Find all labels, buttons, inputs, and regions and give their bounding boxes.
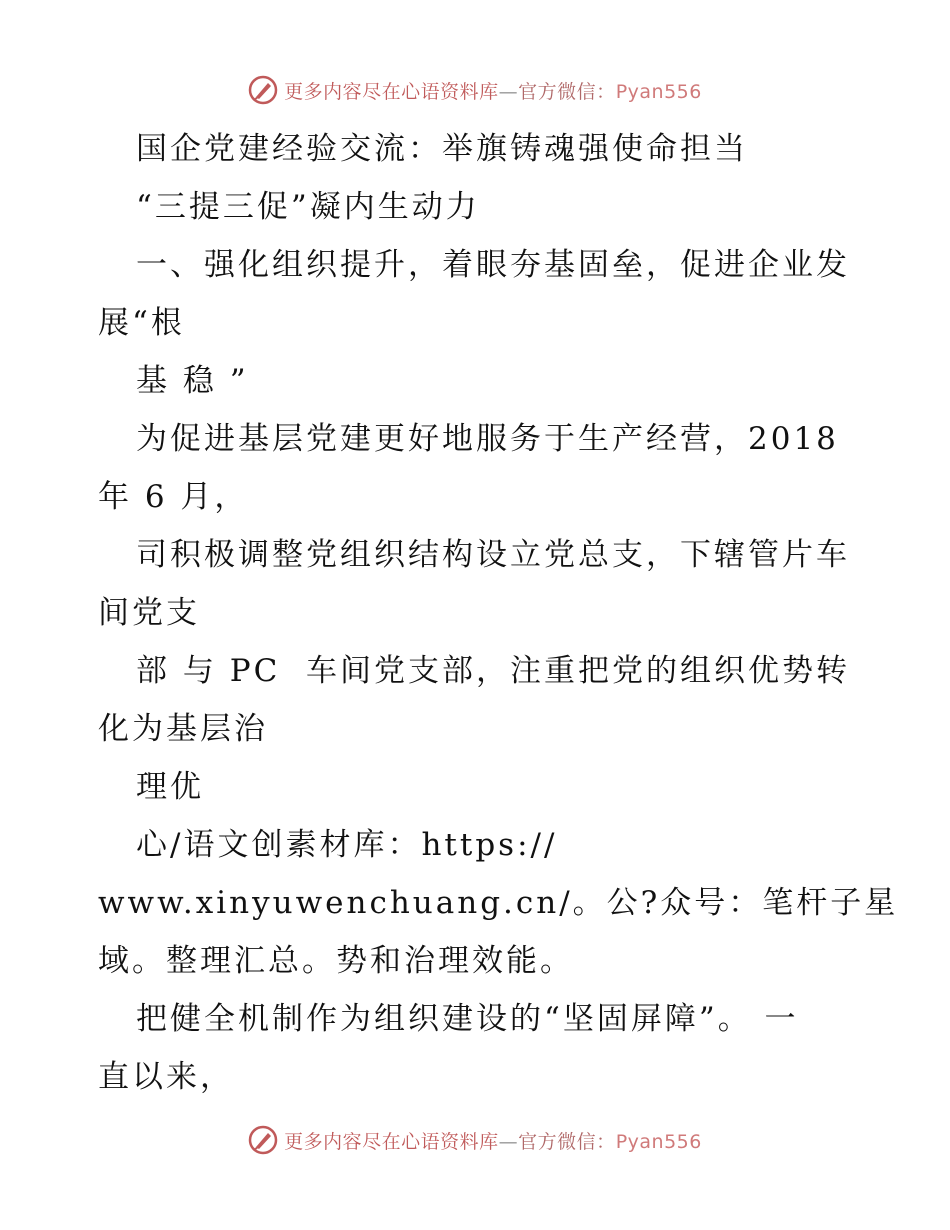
text-line: 司积极调整党组织结构设立党总支，下辖管片车 xyxy=(136,537,850,573)
text-line: 间党支 xyxy=(98,595,200,631)
text-line: 直以来， xyxy=(98,1059,234,1095)
banner-dash: — xyxy=(498,80,519,103)
text-line: 理优 xyxy=(136,769,204,805)
document-body xyxy=(98,120,899,1106)
text-line: 年 6 月， xyxy=(98,479,249,515)
doc-subtitle: “三提三促”凝内生动力 xyxy=(136,189,480,225)
banner-dash: — xyxy=(498,1130,519,1153)
quill-logo-icon xyxy=(248,75,278,105)
text-line: 化为基层治 xyxy=(98,711,268,747)
text-line: 基 稳 ” xyxy=(136,363,249,399)
footer-banner xyxy=(0,1120,950,1160)
quill-logo-icon xyxy=(248,1125,278,1155)
banner-site-text: 更多内容尽在心语资料库 xyxy=(284,1130,499,1153)
section-heading: 一、强化组织提升，着眼夯基固垒，促进企业发 xyxy=(136,247,850,283)
text-line: 部 与 PC 车间党支部，注重把党的组织优势转 xyxy=(136,653,850,689)
text-line: www.xinyuwenchuang.cn/。公?众号：笔杆子星 xyxy=(98,885,899,921)
banner-wechat-label: 官方微信： xyxy=(518,80,616,103)
text-line: 域。整理汇总。势和治理效能。 xyxy=(98,943,574,979)
text-line: 心/语文创素材库：https:// xyxy=(136,827,558,863)
banner-text xyxy=(284,1127,702,1154)
banner-wechat-label: 官方微信： xyxy=(518,1130,616,1153)
text-line: 展“根 xyxy=(98,305,185,341)
text-line: 为促进基层党建更好地服务于生产经营，2018 xyxy=(136,421,839,457)
header-banner xyxy=(0,70,950,110)
banner-text xyxy=(284,77,702,104)
banner-wechat-id: Pyan556 xyxy=(615,1130,702,1153)
banner-site-text: 更多内容尽在心语资料库 xyxy=(284,80,499,103)
banner-wechat-id: Pyan556 xyxy=(615,80,702,103)
text-line: 把健全机制作为组织建设的“坚固屏障”。 一 xyxy=(136,1001,799,1037)
doc-title: 国企党建经验交流：举旗铸魂强使命担当 xyxy=(136,131,748,167)
